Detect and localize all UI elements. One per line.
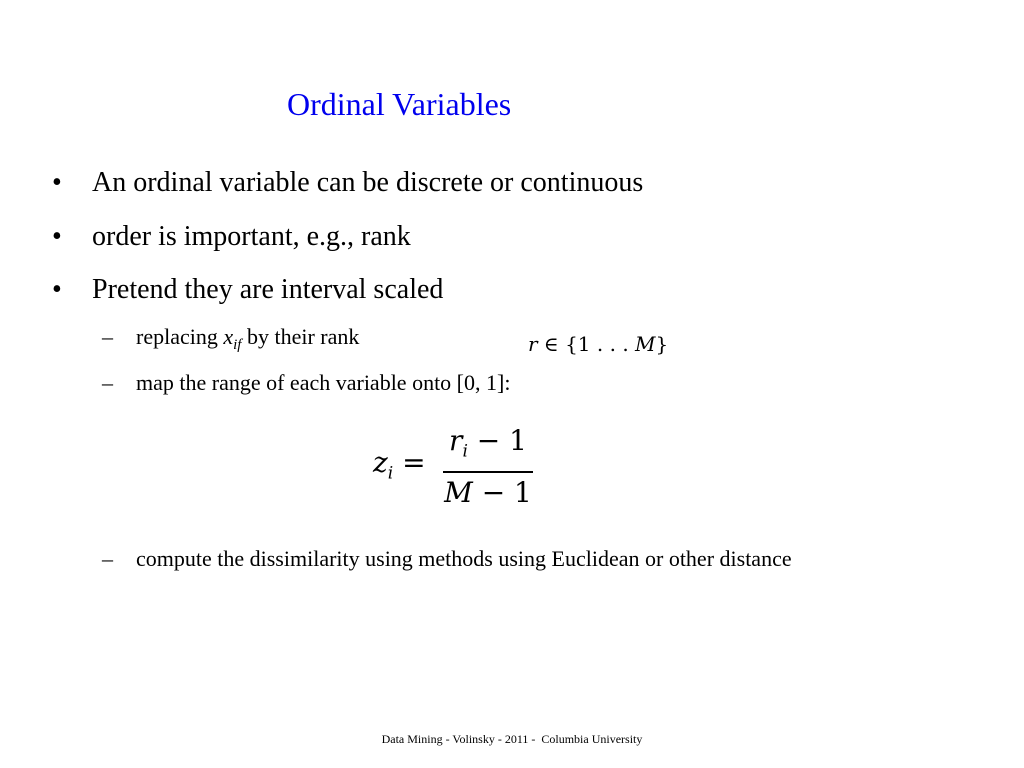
normalization-formula xyxy=(373,424,543,509)
formula-fraction xyxy=(443,424,533,510)
sub-bullet-text xyxy=(136,323,359,359)
formula-lhs xyxy=(373,446,426,484)
sub-bullet-text: map the range of each variable onto [0, 1]: xyxy=(136,370,511,395)
rank-close: } xyxy=(655,332,669,356)
formula-lhs-var: z xyxy=(373,446,388,479)
rank-set-formula xyxy=(528,331,668,357)
rank-var: r xyxy=(528,332,538,356)
formula-num-var: r xyxy=(449,424,463,457)
sub-bullet-dash: – xyxy=(102,324,113,349)
formula-equals: = xyxy=(393,446,426,479)
replacing-after: by their rank xyxy=(241,324,360,349)
variable-x: x xyxy=(223,324,234,349)
bullet-text: An ordinal variable can be discrete or continuous xyxy=(92,167,644,198)
bullet-dot: • xyxy=(52,221,62,252)
formula-num-sub: i xyxy=(462,441,468,462)
formula-denominator xyxy=(443,476,533,510)
sub-bullet-dash: – xyxy=(102,370,113,395)
bullet-dot: • xyxy=(52,167,62,198)
bullet-text: order is important, e.g., rank xyxy=(92,221,411,252)
slide-title: Ordinal Variables xyxy=(287,86,512,122)
formula-den-var: M xyxy=(444,475,473,509)
formula-lhs-sub: i xyxy=(387,463,394,484)
sub-bullet-dash: – xyxy=(102,546,113,571)
rank-in: ∈ {1 . . . xyxy=(537,332,636,356)
formula-numerator xyxy=(443,424,533,469)
replacing-before: replacing xyxy=(136,324,224,349)
formula-den-rest: − 1 xyxy=(472,475,532,509)
slide-footer: Data Mining - Volinsky - 2011 - Columbia University xyxy=(381,732,643,746)
rank-upper: M xyxy=(635,332,656,356)
sub-bullet-text: compute the dissimilarity using methods using Euclidean or other distance xyxy=(136,546,792,571)
fraction-bar xyxy=(443,471,533,473)
variable-subscript: if xyxy=(233,337,242,353)
formula-num-rest: − 1 xyxy=(467,424,527,457)
bullet-dot: • xyxy=(52,274,62,305)
bullet-text: Pretend they are interval scaled xyxy=(92,274,444,305)
